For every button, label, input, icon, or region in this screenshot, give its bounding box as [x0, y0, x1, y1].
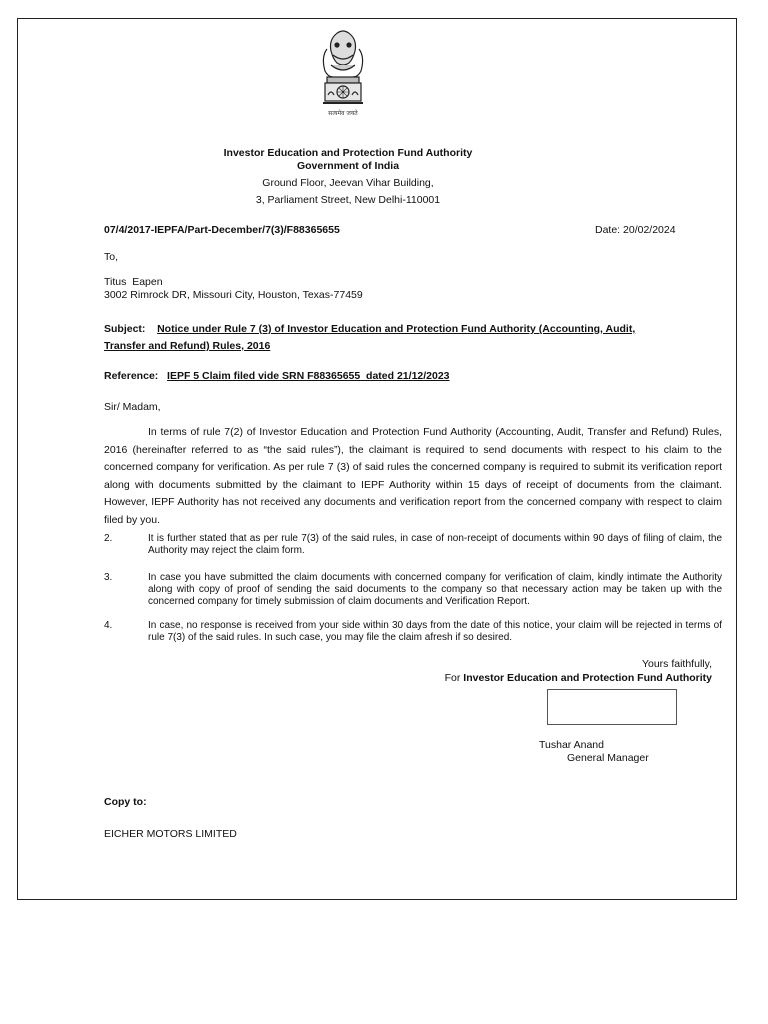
point-number-3: 3.: [104, 572, 113, 583]
for-authority: [445, 670, 712, 686]
emblem-motto: सत्यमेव जयते: [328, 110, 358, 117]
reference-number: 07/4/2017-IEPFA/Part-December/7(3)/F88365655: [104, 224, 340, 236]
point-number-4: 4.: [104, 620, 113, 631]
subject-block: [104, 321, 724, 355]
signatory-block: [539, 739, 649, 765]
to-label: To,: [104, 251, 119, 263]
letter-page: [17, 18, 737, 900]
recipient-address: 3002 Rimrock DR, Missouri City, Houston, Texas-77459: [104, 289, 363, 301]
copy-to-label: Copy to:: [104, 796, 147, 808]
signatory-title: General Manager: [567, 752, 649, 764]
signatory-name: Tushar Anand: [539, 739, 604, 751]
body-paragraph: In terms of rule 7(2) of Investor Education and Protection Fund Authority (Accounting, Audit, Transfer and Refund) Rules, 2016 (hereinafter referred to as “the said rules”), the claimant is required to send documents with respect to his claim to the concerned company for verification. As per rule 7 (3) of said rules the concerned company is required to submit its verification report along with documents submitted by the claimant to IEPF Authority within 15 days of receipt of documents from the claimant. However, IEPF Authority has not received any documents and verification report from the concerned company with respect to claim filed by you.: [104, 426, 722, 526]
yours-faithfully: Yours faithfully,: [641, 658, 712, 670]
subject-label: Subject:: [104, 323, 146, 335]
reference-block: [104, 368, 450, 384]
point-text-4: In case, no response is received from your side within 30 days from the date of this notice, your claim will be rejected in terms of rule 7(3) of the said rules. In such case, you may file the claim afresh if so desired.: [148, 620, 722, 643]
reference-text: IEPF 5 Claim filed vide SRN F88365655 dated 21/12/2023: [167, 370, 450, 382]
subject-line-2: Transfer and Refund) Rules, 2016: [104, 340, 271, 352]
point-text-3: In case you have submitted the claim documents with concerned company for verification of claim, kindly intimate the Authority along with copy of proof of sending the said documents to the company so that necessary action may be taken up with the concerned company for timely submission of claim documents and Verification Report.: [148, 572, 722, 607]
salutation: Sir/ Madam,: [104, 401, 161, 413]
recipient-name: Titus Eapen: [104, 276, 163, 288]
reference-label: Reference:: [104, 370, 159, 382]
point-text-2: It is further stated that as per rule 7(3) of the said rules, in case of non-receipt of documents within 90 days of filing of claim, the Authority may reject the claim form.: [148, 533, 722, 556]
signature-box: [547, 689, 677, 725]
national-emblem-icon: [313, 25, 373, 120]
org-name: Investor Education and Protection Fund Authority: [223, 147, 473, 159]
recipient-block: [104, 276, 363, 302]
address-line-2: 3, Parliament Street, New Delhi-110001: [255, 194, 441, 206]
copy-to-company: EICHER MOTORS LIMITED: [104, 828, 237, 840]
government-line: Government of India: [296, 160, 400, 172]
letter-date: Date: 20/02/2024: [595, 224, 676, 236]
address-line-1: Ground Floor, Jeevan Vihar Building,: [262, 177, 434, 189]
point-number-2: 2.: [104, 533, 113, 544]
subject-line-1: Notice under Rule 7 (3) of Investor Education and Protection Fund Authority (Accounting, Audit,: [157, 323, 636, 335]
for-prefix: For: [444, 672, 464, 684]
for-org: Investor Education and Protection Fund Authority: [463, 672, 712, 684]
